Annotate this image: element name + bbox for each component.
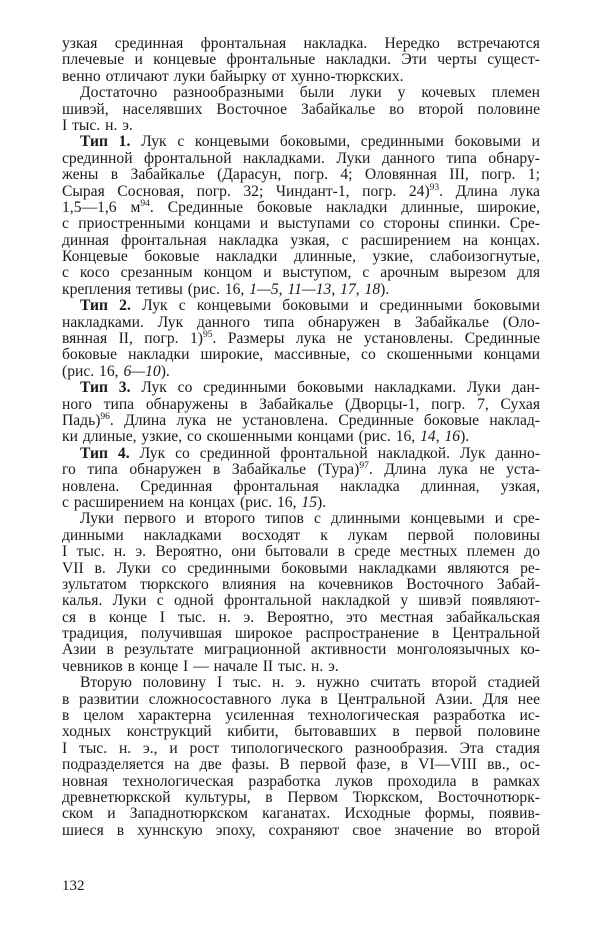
text-line: [62, 184, 540, 200]
figure-ref: 16: [444, 428, 461, 446]
text-run: . Длина лука не установлена. Срединные боковые наклад-: [109, 411, 540, 429]
text-run: Лук с концевыми боковыми и срединными боковыми: [130, 297, 540, 315]
text-run: крепления тетивы (рис. 16,: [62, 280, 250, 298]
text-run: накладками. Лук данного типа обнаружен в Забайкалье (Оло-: [62, 313, 540, 331]
text-run: вянная II, погр. 1): [62, 330, 203, 348]
text-line: [62, 528, 540, 544]
text-line: [62, 102, 540, 118]
text-run: зультатом тюркского влияния на кочевников Восточного Забай-: [62, 575, 540, 593]
text-line: [62, 675, 540, 691]
text-run: го типа обнаружен в Забайкалье (Тура): [62, 461, 360, 479]
text-run: в целом характерна усиленная технологическая разработка ис-: [62, 707, 540, 725]
text-line: [62, 577, 540, 593]
text-run: традиция, получившая широкое распространение в Центральной: [62, 625, 540, 643]
text-run: шиеся в хуннскую эпоху, сохраняют свое значение во второй: [62, 821, 540, 839]
text-line: [62, 561, 540, 577]
type-heading: Тип 2.: [80, 297, 131, 315]
text-run: чевников в конце I — начале II тыс. н. э.: [62, 657, 339, 675]
text-run: ного типа обнаружены в Забайкалье (Дворцы-1, погр. 7, Сухая: [62, 395, 540, 413]
text-line: [62, 724, 540, 740]
text-line: [62, 610, 540, 626]
text-run: VII в. Луки со срединными боковыми накладками являются ре-: [62, 559, 540, 577]
text-run: Сырая Сосновая, погр. 32; Чиндант-1, погр. 24): [62, 182, 430, 200]
figure-ref: 6—10: [123, 362, 161, 380]
text-run: боковые накладки широкие, массивные, со скошенными концами: [62, 346, 540, 364]
text-run: ском и Западнотюркском каганатах. Исходные формы, появив-: [62, 805, 540, 823]
text-run: Концевые боковые накладки длинные, узкие, слабоизогнутые,: [62, 248, 540, 266]
text-line: [62, 151, 540, 167]
text-run: узкая срединная фронтальная накладка. Нередко встречаются: [62, 35, 540, 52]
text-line: [62, 298, 540, 314]
text-line: [62, 479, 540, 495]
text-line: [62, 52, 540, 68]
text-run: в развитии сложносоставного лука в Центральной Азии. Для нее: [62, 690, 540, 708]
text-run: Достаточно разнообразными были луки у кочевых племен: [80, 84, 540, 102]
footnote-ref: 97: [359, 461, 369, 472]
figure-ref: 18: [364, 280, 381, 298]
text-line: [62, 134, 540, 150]
text-line: [62, 331, 540, 347]
text-line: [62, 446, 540, 462]
text-run: с приостренными концами и выступами со стороны спинки. Сре-: [62, 215, 540, 233]
text-run: ).: [317, 493, 327, 511]
text-run: ,: [278, 280, 288, 298]
text-run: ).: [460, 428, 470, 446]
text-run: . Длина лука не уста-: [368, 461, 541, 479]
figure-ref: 11—13: [287, 280, 332, 298]
text-run: I тыс. н. э. Вероятно, они бытовали в среде местных племен до: [62, 543, 540, 561]
text-line: [62, 462, 540, 478]
text-run: ).: [380, 280, 390, 298]
text-run: I тыс. н. э.: [62, 116, 133, 134]
footnote-ref: 93: [429, 182, 440, 193]
text-run: ки длиные, узкие, со скошенными концами (рис. 16,: [62, 428, 421, 446]
text-run: подразделяется на две фазы. В первой фазе, в VI—VIII вв., ос-: [62, 756, 540, 774]
text-line: [62, 823, 540, 839]
text-line: [62, 167, 540, 183]
text-run: Луки первого и второго типов с длинными концевыми и сре-: [80, 510, 540, 528]
text-line: [62, 85, 540, 101]
text-run: древнетюркской культуры, в Первом Тюркском, Восточнотюрк-: [62, 788, 540, 806]
text-run: с косо срезанным концом и выступом, с арочным вырезом для: [62, 264, 540, 282]
text-run: плечевые и концевые фронтальные накладки. Эти черты сущест-: [62, 51, 540, 69]
text-line: [62, 413, 540, 429]
type-heading: Тип 1.: [80, 133, 131, 151]
text-line: [62, 495, 540, 511]
text-run: калья. Луки с одной фронтальной накладкой у шивэй появляют-: [62, 592, 540, 610]
footnote-ref: 95: [202, 330, 213, 341]
text-line: [62, 511, 540, 527]
text-run: . Размеры лука не установлены. Срединные: [212, 330, 540, 348]
text-line: [62, 544, 540, 560]
text-run: ся в конце I тыс. н. э. Вероятно, это местная забайкальская: [62, 608, 540, 626]
text-line: [62, 69, 540, 85]
text-line: [62, 692, 540, 708]
text-run: венно отличают луки байырку от хунно-тюркских.: [62, 67, 404, 85]
text-line: [62, 741, 540, 757]
text-run: шивэй, населявших Восточное Забайкалье во второй половине: [62, 100, 540, 118]
text-line: [62, 118, 540, 134]
text-run: I тыс. н. э., и рост типологического разнообразия. Эта стадия: [62, 739, 540, 757]
text-line: [62, 790, 540, 806]
text-run: жены в Забайкалье (Дарасун, погр. 4; Оловянная III, погр. 1;: [62, 166, 540, 184]
text-line: [62, 757, 540, 773]
text-line: [62, 380, 540, 396]
text-line: [62, 347, 540, 363]
text-line: [62, 626, 540, 642]
text-line: [62, 282, 540, 298]
text-line: [62, 806, 540, 822]
text-run: ,: [435, 428, 445, 446]
text-line: [62, 36, 540, 52]
text-line: [62, 200, 540, 216]
text-run: новлена. Срединная фронтальная накладка длинная, узкая,: [62, 477, 540, 495]
footnote-ref: 96: [100, 411, 110, 422]
figure-ref: 1—5: [249, 280, 279, 298]
text-run: . Срединные боковые накладки длинные, широкие,: [149, 198, 540, 216]
page-number: 132: [62, 878, 85, 894]
figure-ref: 17: [340, 280, 356, 298]
text-line: [62, 364, 540, 380]
text-run: Вторую половину I тыс. н. э. нужно считать второй стадией: [80, 674, 540, 692]
type-heading: Тип 3.: [80, 379, 131, 397]
text-line: [62, 708, 540, 724]
text-line: [62, 774, 540, 790]
text-run: 1,5—1,6 м: [62, 198, 141, 216]
footnote-ref: 94: [140, 198, 150, 209]
text-line: [62, 659, 540, 675]
text-line: [62, 593, 540, 609]
text-run: Лук с концевыми боковыми, срединными боковыми и: [130, 133, 540, 151]
text-run: с расширением на концах (рис. 16,: [62, 493, 302, 511]
text-line: [62, 315, 540, 331]
text-run: Лук со срединной фронтальной накладкой. Лук данно-: [129, 444, 541, 462]
figure-ref: 14: [420, 428, 436, 446]
text-line: [62, 249, 540, 265]
body-text: [62, 36, 540, 839]
text-line: [62, 216, 540, 232]
text-line: [62, 233, 540, 249]
text-run: . Длина лука: [439, 182, 540, 200]
text-run: динная фронтальная накладка узкая, с расширением на концах.: [62, 231, 540, 249]
text-run: Лук со срединными боковыми накладками. Луки дан-: [130, 379, 540, 397]
text-run: ).: [160, 362, 170, 380]
text-run: (рис. 16,: [62, 362, 124, 380]
text-run: срединной фронтальной накладками. Луки данного типа обнару-: [62, 149, 540, 167]
text-line: [62, 642, 540, 658]
text-line: [62, 265, 540, 281]
figure-ref: 15: [301, 493, 317, 511]
text-line: [62, 397, 540, 413]
type-heading: Тип 4.: [80, 444, 130, 462]
text-run: ходных конструкций кибити, бытовавших в первой половине: [62, 723, 540, 741]
text-line: [62, 429, 540, 445]
text-run: ,: [331, 280, 341, 298]
text-run: новная технологическая разработка луков проходила в рамках: [62, 772, 540, 790]
text-run: динными накладками восходят к лукам первой половины: [62, 526, 540, 544]
text-run: Падь): [62, 411, 101, 429]
text-run: Азии в результате миграционной активности монголоязычных ко-: [62, 641, 540, 659]
text-run: ,: [355, 280, 365, 298]
